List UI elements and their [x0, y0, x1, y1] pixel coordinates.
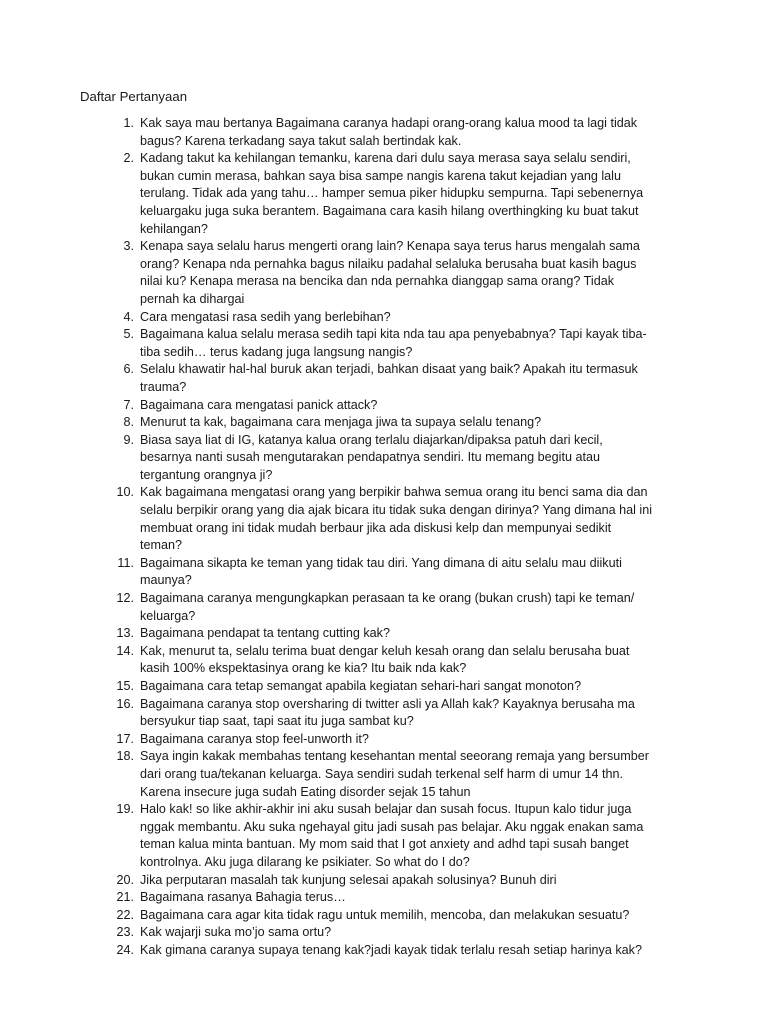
- question-item: [0, 326, 768, 361]
- question-number: 19.: [116, 802, 134, 817]
- question-number: 14.: [116, 643, 134, 658]
- question-text: Selalu khawatir hal-hal buruk akan terjadi, bahkan disaat yang baik? Apakah itu termasuk trauma?: [140, 362, 638, 394]
- question-item: [0, 397, 768, 415]
- question-item: [0, 238, 768, 308]
- question-item: [0, 590, 768, 625]
- question-list: [0, 115, 768, 960]
- question-item: [0, 942, 768, 960]
- question-number: 10.: [116, 485, 134, 500]
- question-text: Kak wajarji suka mo’jo sama ortu?: [140, 925, 332, 940]
- question-number: 8.: [123, 415, 134, 430]
- question-number: 2.: [123, 151, 134, 166]
- question-number: 23.: [116, 925, 134, 940]
- question-item: [0, 678, 768, 696]
- question-number: 5.: [123, 327, 134, 342]
- question-text: Bagaimana cara tetap semangat apabila kegiatan sehari-hari sangat monoton?: [140, 679, 582, 693]
- question-item: [0, 484, 768, 554]
- question-number: 9.: [123, 432, 134, 447]
- question-item: [0, 872, 768, 890]
- question-text: Bagaimana cara agar kita tidak ragu untuk memilih, mencoba, dan melakukan sesuatu?: [140, 907, 630, 922]
- question-text: Bagaimana pendapat ta tentang cutting kak?: [140, 626, 390, 641]
- question-text: Halo kak! so like akhir-akhir ini aku susah belajar dan susah focus. Itupun kalo tidur juga nggak membantu. Aku suka ngehayal gitu jadi susah pas belajar. Aku nggak enakan sama teman kalua minta bantuan. My mom said that I got anxiety and adhd tapi susah banget kontrolnya. Aku juga dilarang ke psikiater. So what do I do?: [140, 802, 644, 869]
- document-title: Daftar Pertanyaan: [80, 89, 188, 104]
- question-text: Kak, menurut ta, selalu terima buat dengar keluh kesah orang dan selalu berusaha buat kasih 100% ekspektasinya orang ke kia? Itu baik nda kak?: [140, 643, 630, 676]
- question-item: [0, 731, 768, 749]
- question-number: 11.: [117, 555, 134, 570]
- question-number: 22.: [116, 907, 134, 922]
- question-text: Menurut ta kak, bagaimana cara menjaga jiwa ta supaya selalu tenang?: [140, 415, 542, 430]
- question-text: Biasa saya liat di IG, katanya kalua orang terlalu diajarkan/dipaksa patuh dari kecil, besarnya nanti susah mengutarakan pendapatnya sendiri. Itu memang begitu atau tergantung orangnya ji?: [140, 432, 603, 482]
- question-item: [0, 555, 768, 590]
- question-number: 21.: [116, 890, 134, 905]
- question-number: 4.: [123, 309, 134, 324]
- question-text: Bagaimana rasanya Bahagia terus…: [140, 890, 346, 905]
- question-item: [0, 748, 768, 801]
- question-number: 13.: [116, 626, 134, 641]
- question-number: 7.: [123, 397, 134, 412]
- question-text: Kak gimana caranya supaya tenang kak?jadi kayak tidak terlalu resah setiap harinya kak?: [140, 942, 642, 957]
- question-text: Bagaimana cara mengatasi panick attack?: [140, 397, 378, 412]
- question-text: Bagaimana kalua selalu merasa sedih tapi kita nda tau apa penyebabnya? Tapi kayak tiba-tiba sedih… terus kadang juga langsung nangis?: [140, 327, 647, 359]
- question-item: [0, 625, 768, 643]
- question-number: 16.: [116, 696, 134, 711]
- question-item: [0, 907, 768, 925]
- question-text: Saya ingin kakak membahas tentang kesehantan mental seeorang remaja yang bersumber dari orang tua/tekanan keluarga. Saya sendiri sudah terkenal self harm di umur 14 thn. Karena insecure juga sudah Eating disorder sejak 15 tahun: [140, 749, 649, 799]
- question-item: [0, 414, 768, 432]
- question-number: 18.: [116, 749, 134, 764]
- question-item: [0, 115, 768, 150]
- question-number: 24.: [116, 942, 134, 957]
- question-item: [0, 150, 768, 238]
- question-item: [0, 801, 768, 871]
- question-number: 6.: [123, 362, 134, 377]
- question-number: 1.: [123, 116, 134, 130]
- question-text: Kak saya mau bertanya Bagaimana caranya hadapi orang-orang kalua mood ta lagi tidak bagus? Karena terkadang saya takut salah bertindak kak.: [140, 116, 638, 148]
- question-text: Cara mengatasi rasa sedih yang berlebihan?: [140, 309, 391, 324]
- question-item: [0, 889, 768, 907]
- question-text: Kak bagaimana mengatasi orang yang berpikir bahwa semua orang itu benci sama dia dan selalu berpikir orang yang dia ajak bicara itu tidak suka dengan dirinya? Yang dimana hal ini membuat orang ini tidak mudah berbaur jika ada diskusi kelp dan mempunyai sedikit teman?: [140, 485, 653, 553]
- question-item: [0, 361, 768, 396]
- question-text: Bagaimana caranya stop feel-unworth it?: [140, 731, 369, 746]
- question-text: Bagaimana caranya stop oversharing di twitter asli ya Allah kak? Kayaknya berusaha ma bersyukur tiap saat, tapi saat itu juga sambat ku?: [140, 696, 635, 729]
- question-number: 20.: [116, 872, 134, 887]
- question-item: [0, 643, 768, 678]
- question-number: 15.: [116, 679, 134, 693]
- question-item: [0, 309, 768, 327]
- question-number: 3.: [123, 239, 134, 254]
- question-number: 12.: [116, 591, 134, 606]
- question-text: Kadang takut ka kehilangan temanku, karena dari dulu saya merasa saya selalu sendiri, bukan cumin merasa, bahkan saya bisa sampe nangis karena takut kejadian yang lalu terulang. Tidak ada yang tahu… hamper semua piker hidupku sempurna. Tapi sebenernya keluargaku juga suka berantem. Bagaimana cara kasih hilang overthingking ku buat takut kehilangan?: [140, 151, 644, 236]
- question-text: Bagaimana caranya mengungkapkan perasaan ta ke orang (bukan crush) tapi ke teman/ keluarga?: [140, 591, 635, 623]
- question-number: 17.: [116, 731, 134, 746]
- question-text: Jika perputaran masalah tak kunjung selesai apakah solusinya? Bunuh diri: [140, 872, 557, 887]
- question-item: [0, 924, 768, 942]
- question-item: [0, 696, 768, 731]
- question-item: [0, 432, 768, 485]
- question-text: Bagaimana sikapta ke teman yang tidak tau diri. Yang dimana di aitu selalu mau diikuti maunya?: [140, 555, 622, 588]
- question-text: Kenapa saya selalu harus mengerti orang lain? Kenapa saya terus harus mengalah sama orang? Kenapa nda pernahka bagus nilaiku padahal selaluka berusaha buat kasih bagus nilai ku? Kenapa merasa na bencika dan nda pernahka dianggap sama orang? Tidak pernah ka dihargai: [140, 239, 640, 306]
